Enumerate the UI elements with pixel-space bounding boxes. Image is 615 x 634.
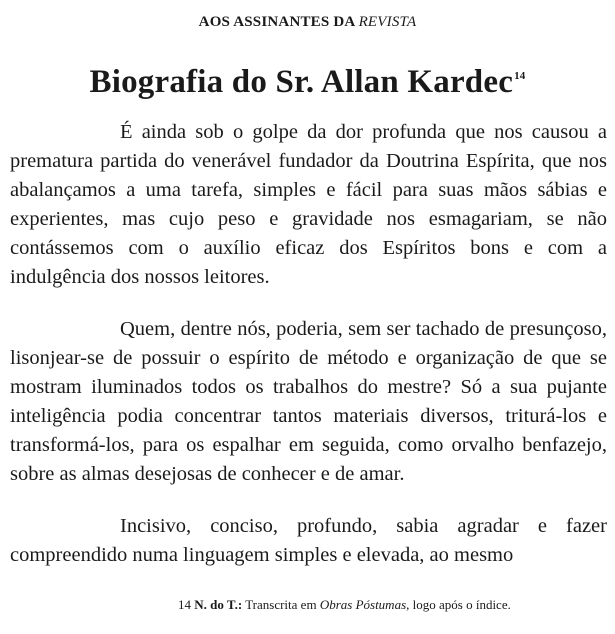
- footnote-marker: 14: [514, 70, 526, 82]
- paragraph-3: Incisivo, conciso, profundo, sabia agradar e fazer compreendido numa linguagem simples e elevada, ao mesmo: [10, 515, 607, 566]
- footnote: [178, 597, 511, 613]
- footnote-emphasis: Obras Póstumas: [319, 597, 407, 612]
- running-head-emphasis: REVISTA: [358, 14, 417, 30]
- footnote-label: N. do T.:: [194, 597, 243, 612]
- running-head-prefix: AOS ASSINANTES DA: [198, 14, 359, 30]
- running-head: [0, 14, 615, 31]
- paragraph-1: É ainda sob o golpe da dor profunda que nos causou a prematura partida do venerável fundador da Doutrina Espírita, que nos abalançamos a uma tarefa, simples e fácil para suas mãos sábias e experientes, mas cujo peso e gravidade nos esmagariam, se não contássemos com o auxílio eficaz dos Espíritos bons e com a indulgência dos nossos leitores.: [10, 121, 607, 288]
- paragraph-2: Quem, dentre nós, poderia, sem ser tachado de presunçoso, lisonjear-se de possuir o espírito de método e organização de que se mostram iluminados todos os trabalhos do mestre? Só a sua pujante inteligência podia concentrar tantos materiais diversos, triturá-los e transformá-los, para os espalhar em seguida, como orvalho benfazejo, sobre as almas desejosas de conhecer e de amar.: [10, 318, 607, 485]
- footnote-text-after: , logo após o índice.: [406, 597, 511, 612]
- body-text: [10, 118, 607, 593]
- footnote-text-before: Transcrita em: [245, 597, 320, 612]
- page-title: [0, 64, 615, 101]
- title-text: Biografia do Sr. Allan Kardec: [89, 64, 514, 100]
- footnote-number: 14: [178, 597, 191, 612]
